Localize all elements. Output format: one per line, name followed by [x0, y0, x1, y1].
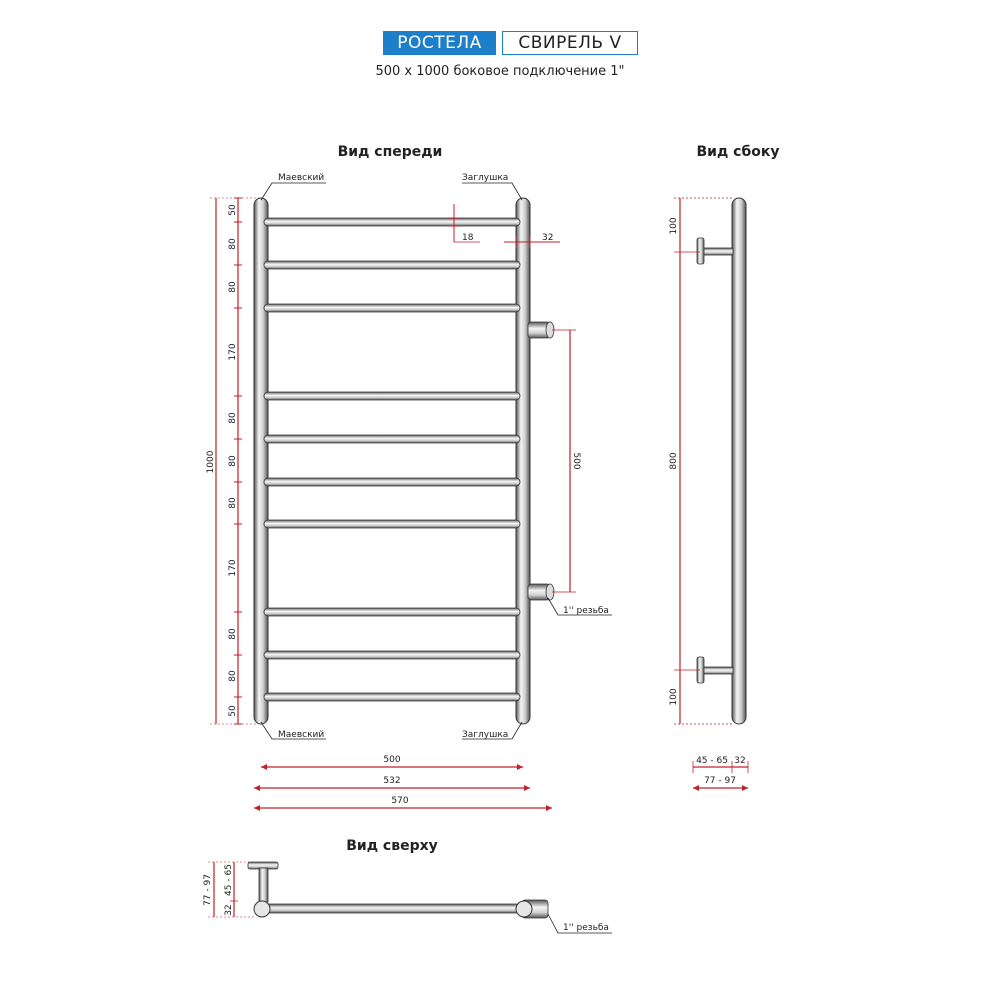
crossbar	[264, 304, 520, 312]
top-view	[203, 862, 612, 933]
product-subtitle: 500 х 1000 боковое подключение 1"	[375, 64, 625, 79]
upper-bracket	[703, 248, 733, 255]
top-view-title: Вид сверху	[346, 838, 438, 854]
front-view-title: Вид спереди	[337, 144, 443, 160]
dim-post-offset: 32	[542, 233, 554, 243]
connection-top	[528, 322, 554, 338]
label-mayevsky-bottom: Маевский	[278, 730, 325, 740]
dim-spacing: 80	[228, 412, 238, 424]
brand-badge: РОСТЕЛА	[383, 31, 496, 55]
crossbars	[264, 218, 520, 701]
dim-connection-spacing: 500	[571, 452, 581, 470]
dim-bar-diameter: 18	[462, 233, 474, 243]
dim-spacing: 80	[228, 670, 238, 682]
dim-width-axis: 500	[383, 755, 401, 765]
dim-spacing: 80	[228, 281, 238, 293]
dim-width-total: 570	[391, 796, 409, 806]
left-post	[254, 198, 268, 724]
dim-spacing: 80	[228, 238, 238, 250]
lower-bracket	[703, 667, 733, 674]
front-view	[206, 173, 612, 808]
model-badge: СВИРЕЛЬ V	[502, 31, 638, 55]
crossbar	[264, 651, 520, 659]
dim-spacing: 170	[228, 559, 238, 577]
right-post	[516, 198, 530, 724]
crossbar	[264, 520, 520, 528]
side-view-title: Вид сбоку	[696, 144, 780, 160]
crossbar	[264, 261, 520, 269]
crossbar	[264, 218, 520, 226]
label-mayevsky-top: Маевский	[278, 173, 325, 183]
dim-side-post: 32	[734, 756, 746, 766]
dim-total-height: 1000	[206, 450, 216, 474]
dim-spacing: 50	[228, 705, 238, 717]
crossbar	[264, 478, 520, 486]
label-plug-top: Заглушка	[462, 173, 509, 183]
dim-top-post: 32	[224, 904, 234, 916]
crossbar	[264, 435, 520, 443]
dim-side-total-depth: 77 - 97	[704, 776, 736, 786]
crossbar	[264, 608, 520, 616]
dim-spacing: 80	[228, 455, 238, 467]
dim-spacing: 170	[228, 343, 238, 361]
dim-side-top: 100	[669, 217, 679, 235]
left-post-section	[254, 901, 270, 917]
label-thread-top: 1'' резьба	[563, 923, 609, 933]
connection-bottom	[528, 584, 554, 600]
dim-top-total-depth: 77 - 97	[203, 874, 213, 906]
dim-side-middle: 800	[669, 452, 679, 470]
dim-side-mount-depth: 45 - 65	[696, 756, 728, 766]
label-thread-front: 1'' резьба	[563, 606, 609, 616]
top-bracket	[259, 868, 268, 902]
dim-spacing: 80	[228, 497, 238, 509]
dim-spacing: 50	[228, 204, 238, 216]
dim-top-mount-depth: 45 - 65	[224, 864, 234, 896]
crossbar	[264, 693, 520, 701]
side-view	[669, 198, 748, 788]
dim-width-outer: 532	[383, 776, 401, 786]
dim-spacing: 80	[228, 628, 238, 640]
side-post	[732, 198, 746, 724]
dim-side-bottom: 100	[669, 688, 679, 706]
crossbar	[264, 392, 520, 400]
label-plug-bottom: Заглушка	[462, 730, 509, 740]
top-rail	[260, 904, 528, 913]
